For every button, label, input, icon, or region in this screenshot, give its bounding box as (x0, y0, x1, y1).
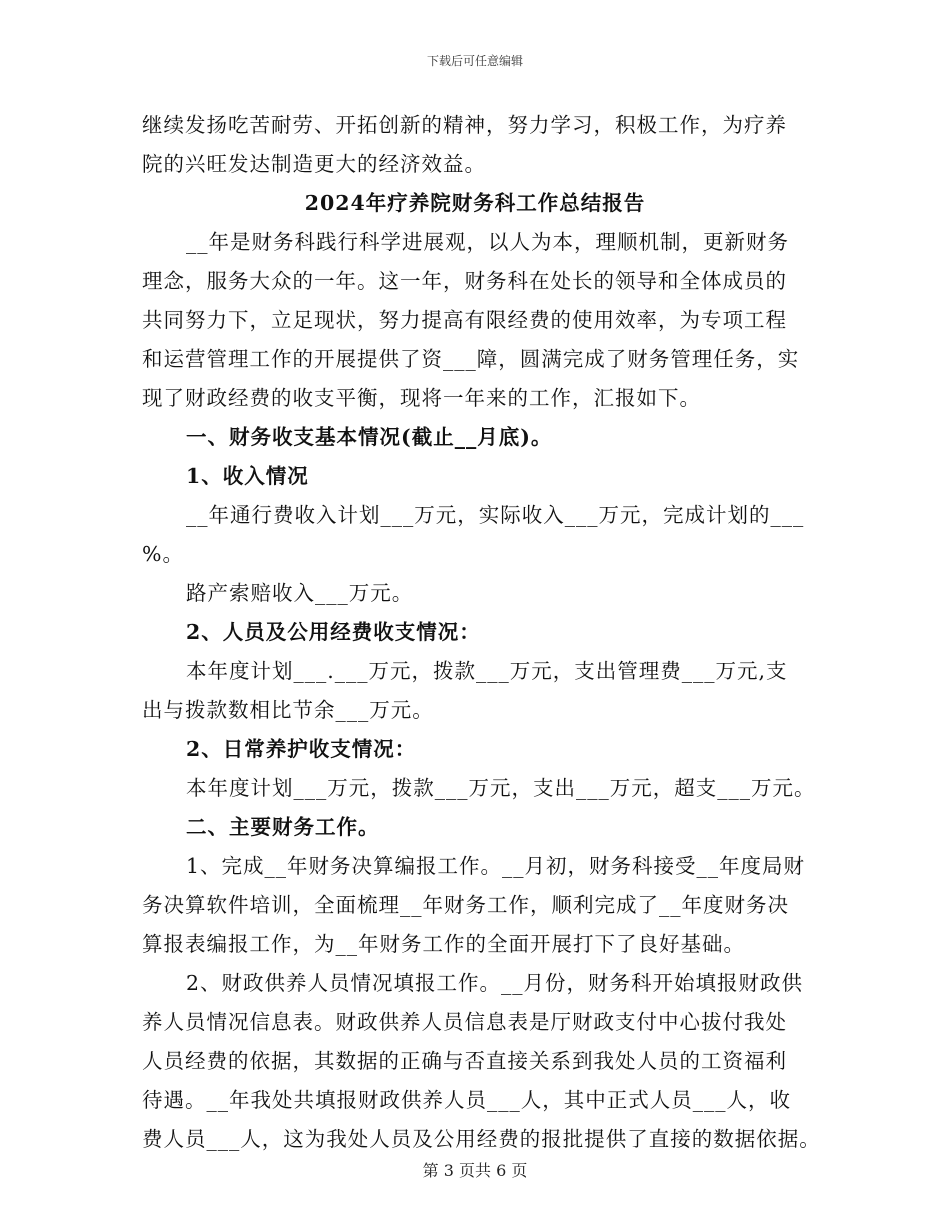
paragraph-line: %。 (142, 542, 184, 566)
paragraph-line: 费人员___人，这为我处人员及公用经费的报批提供了直接的数据依据。 (142, 1127, 821, 1151)
subsection-heading: 1、收入情况 (186, 464, 309, 488)
paragraph-line: 2、财政供养人员情况填报工作。__月份，财务科开始填报财政供 (186, 971, 804, 995)
paragraph-line: 院的兴旺发达制造更大的经济效益。 (142, 152, 486, 176)
paragraph-line: 人员经费的依据，其数据的正确与否直接关系到我处人员的工资福利 (142, 1049, 787, 1073)
paragraph-line: 继续发扬吃苦耐劳、开拓创新的精神，努力学习，积极工作，为疗养 (142, 113, 787, 137)
paragraph-line: 和运营管理工作的开展提供了资___障，圆满完成了财务管理任务，实 (142, 347, 800, 371)
subsection-heading: 2、人员及公用经费收支情况： (186, 620, 481, 644)
paragraph-line: 理念，服务大众的一年。这一年，财务科在处长的领导和全体成员的 (142, 269, 787, 293)
paragraph-line: 本年度计划___万元，拨款___万元，支出___万元，超支___万元。 (186, 776, 816, 800)
paragraph-line: 共同努力下，立足现状，努力提高有限经费的使用效率，为专项工程 (142, 308, 787, 332)
paragraph-line: 1、完成__年财务决算编报工作。__月初，财务科接受__年度局财 (186, 854, 806, 878)
paragraph-line: __年通行费收入计划___万元，实际收入___万元，完成计划的___ (186, 503, 805, 527)
paragraph-line: 出与拨款数相比节余___万元。 (142, 698, 434, 722)
section-heading: 一、财务收支基本情况(截止__月底)。 (186, 425, 553, 449)
paragraph-line: 务决算软件培训，全面梳理__年财务工作，顺利完成了__年度财务决 (142, 893, 789, 917)
paragraph-line: 现了财政经费的收支平衡，现将一年来的工作，汇报如下。 (142, 386, 701, 410)
page-header-note: 下载后可任意编辑 (426, 54, 523, 68)
document-body (142, 106, 821, 1159)
paragraph-line: 养人员情况信息表。财政供养人员信息表是厅财政支付中心拔付我处 (142, 1010, 787, 1034)
section-heading: 二、主要财务工作。 (186, 815, 380, 839)
paragraph-line: __年是财务科践行科学进展观，以人为本，理顺机制，更新财务 (186, 230, 789, 254)
document-title: 2024年疗养院财务科工作总结报告 (304, 191, 646, 215)
paragraph-line: 本年度计划___.___万元，拨款___万元，支出管理费___万元,支 (186, 659, 788, 683)
subsection-heading: 2、日常养护收支情况： (186, 737, 417, 761)
page-number-footer: 第 3 页共 6 页 (422, 1161, 528, 1180)
paragraph-line: 算报表编报工作，为__年财务工作的全面开展打下了良好基础。 (142, 932, 745, 956)
paragraph-line: 待遇。__年我处共填报财政供养人员___人，其中正式人员___人，收 (142, 1088, 791, 1112)
paragraph-line: 路产索赔收入___万元。 (186, 581, 414, 605)
